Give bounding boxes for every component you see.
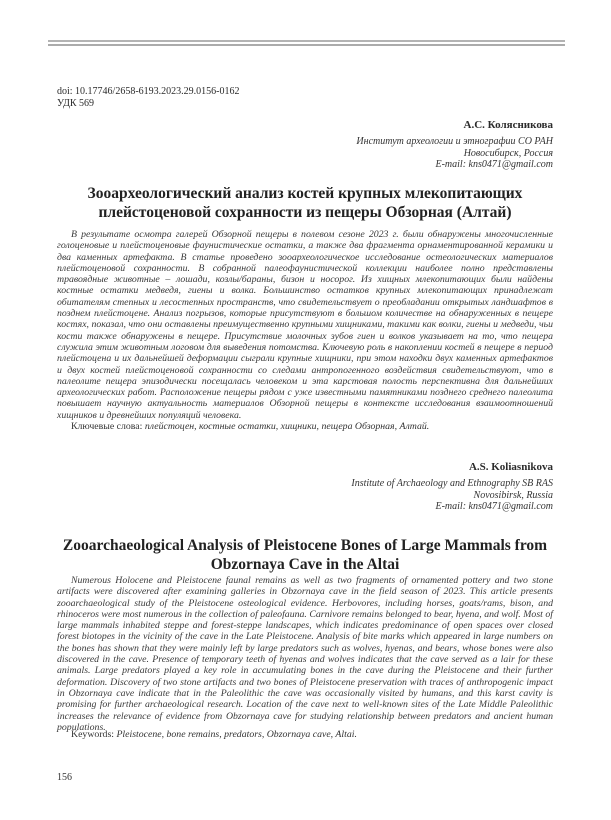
author-name-ru: А.С. Колясникова [463,119,553,131]
email-en: E-mail: kns0471@gmail.com [435,501,553,513]
udk-line: УДК 569 [57,98,95,109]
article-title-en: Zooarchaeological Analysis of Pleistocene Bones of Large Mammals from Obzornaya Cave in the Altai [62,537,548,573]
header-divider [48,40,565,46]
city-ru: Новосибирск, Россия [463,147,553,159]
keywords-en: Pleistocene, bone remains, predators, Obzornaya cave, Altai. [116,729,357,740]
abstract-en: Numerous Holocene and Pleistocene faunal remains as well as two fragments of ornamented pottery and two stone artifacts were discovered after examining galleries in Obzornaya cave in the field season of 2023. This article presents zooarchaeological study of the Pleistocene osteological evidence. Herbovores, including horses, goats/rams, bison, and rhinoceros were most numerous in the collection of paleofauna. Carnivore remains belonged to bear, hyena, and wolf. Most of large mammals inhabited steppe and forest-steppe landscapes, which indicates predominance of open spaces over closed forest biotopes in the vicinity of the cave in the Late Pleistocene. Analysis of bite marks which appeared in large numbers on the bones has shown that they were mainly left by large predators such as wolves, hyenas, and bears, whose bones were also discovered in the cave. Presence of temporary teeth of hyenas and wolves indicates that the cave served as a lair for these animals. Large predators played a key role in accumulating bones in the cave during the Pleistocene and their further deformation. Discovery of two stone artifacts and two bones of Pleistocene preservation with traces of anthropogenic impact in Obzornaya cave indicate that in the Paleolithic the cave was occasionally visited by humans, and this karst cavity is promising for further archaeological research. Location of the cave next to well-known sites of the Late Middle Paleolithic increases the relevance of evidence from Obzornaya cave for studying relationship between predators and ancient human populations. [57,575,553,733]
keywords-label-ru: Ключевые слова: [71,421,145,432]
author-block-ru [57,118,553,171]
author-name-en: A.S. Koliasnikova [468,461,553,473]
city-en: Novosibirsk, Russia [473,489,553,501]
affiliation-ru: Институт археологии и этнографии СО РАН [356,136,553,147]
email-ru: E-mail: kns0471@gmail.com [435,159,553,171]
author-block-en [57,460,553,513]
doi-line: doi: 10.17746/2658-6193.2023.29.0156-0162 [57,86,240,97]
keywords-line-en [57,729,553,740]
keywords-line-ru [57,421,553,432]
article-meta [57,86,553,110]
page-number: 156 [57,772,72,783]
keywords-ru: плейстоцен, костные остатки, хищники, пещера Обзорная, Алтай. [144,421,430,432]
abstract-ru: В результате осмотра галерей Обзорной пещеры в полевом сезоне 2023 г. были обнаружены многочисленные голоценовые и плейстоценовые фаунистические остатки, а также два фрагмента орнаментированной керамики и два каменных артефакта. В статье проведено зооархеологическое исследование остеологических материалов плейстоценовой сохранности. В собранной палеофаунистической коллекции наиболее полно представлены травоядные животные – лошади, козлы/бараны, бизон и носорог. Из хищных млекопитающих были найдены костные остатки медведя, гиены и волка. Большинство остатков крупных млекопитающих принадлежат обитателям степных и лесостепных пространств, что свидетельствует о преобладании открытых ландшафтов в позднем плейстоцене. Анализ погрызов, которые присутствуют в большом количестве на обнаруженных в пещере костях, показал, что они оставлены преимущественно крупными хищниками, такими как волки, гиены и медведи, чьи кости также обнаружены в пещере. Присутствие молочных зубов гиен и волков указывает на то, что пещера служила этим животным логовом для выведения потомства. Ключевую роль в накоплении костей в пещере в период плейстоцена и их дальнейшей деформации сыграли крупные хищники, при этом находки двух каменных артефактов и двух костей плейстоценовой сохранности со следами антропогенного воздействия свидетельствуют, что в палеолите пещера эпизодически посещалась человеком и эта карстовая полость перспективна для дальнейших археологических работ. Расположение пещеры рядом с уже известными памятниками позднего среднего палеолита повышает научную актуальность материалов Обзорной пещеры в контексте исследования взаимоотношений хищников и древнейших популяций человека. [57,229,553,421]
keywords-label-en: Keywords: [71,729,117,740]
article-title-ru: Зооархеологический анализ костей крупных млекопитающих плейстоценовой сохранности из пещеры Обзорная (Алтай) [87,185,523,221]
affiliation-en: Institute of Archaeology and Ethnography SB RAS [351,478,553,489]
